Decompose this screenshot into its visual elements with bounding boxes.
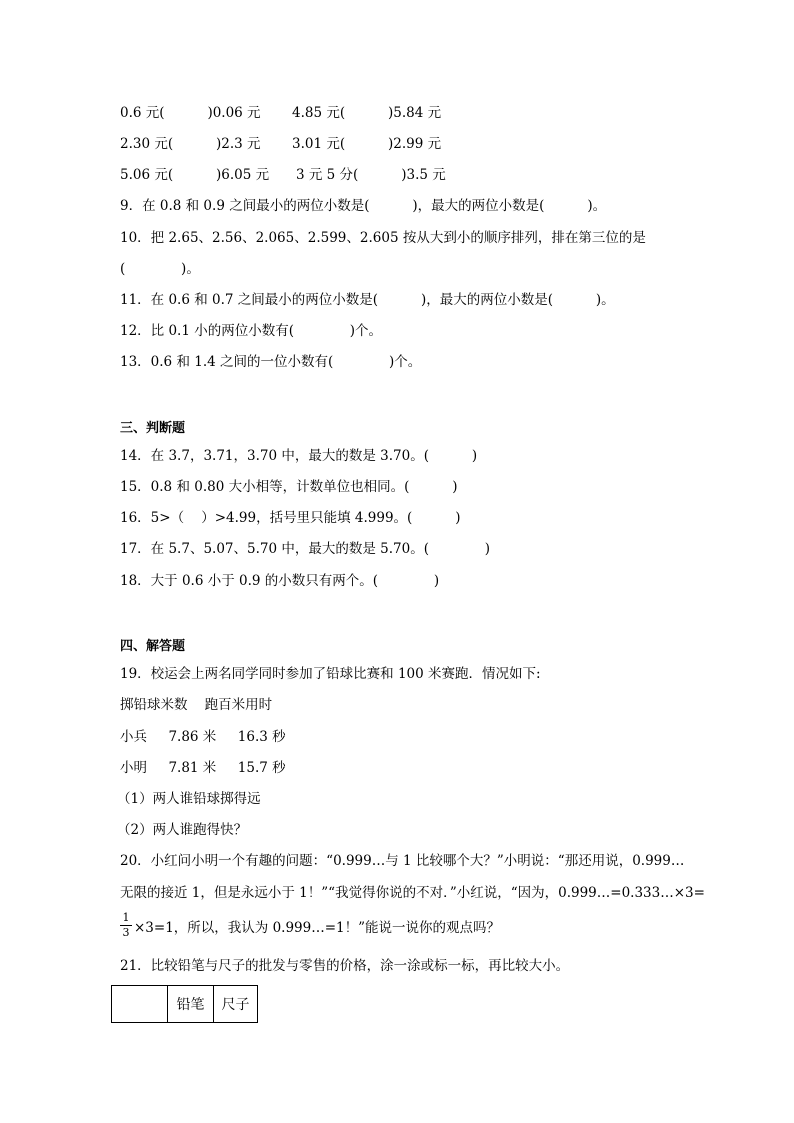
question-19-row-xiaoming: 小明 7.81 米 15.7 秒 (120, 760, 286, 776)
comparison-1-left: 2.30 元( )2.3 元 (120, 136, 261, 152)
section-4-title: 四、解答题 (120, 639, 186, 654)
table-header-ruler: 尺子 (214, 986, 258, 1023)
question-19-table-header: 掷铅球米数 跑百米用时 (120, 697, 273, 713)
question-20-line-3: ×3=1，所以，我认为 0.999…=1！”能说一说你的观点吗？ (134, 920, 501, 936)
question-16: 16．5>（ ）>4.99，括号里只能填 4.999。( ) (120, 510, 461, 526)
question-9: 9．在 0.8 和 0.9 之间最小的两位小数是( )，最大的两位小数是( )。 (120, 198, 607, 214)
table-cell-empty (112, 986, 168, 1023)
comparison-0-left: 0.6 元( )0.06 元 (120, 105, 261, 121)
table-row (112, 986, 258, 1023)
comparison-2-right: 3 元 5 分( )3.5 元 (296, 167, 446, 183)
fraction-one-third (120, 912, 132, 939)
price-comparison-table (111, 985, 258, 1023)
table-header-pencil: 铅笔 (168, 986, 214, 1023)
question-14: 14．在 3.7，3.71，3.70 中，最大的数是 3.70。( ) (120, 448, 478, 464)
question-17: 17．在 5.7、5.07、5.70 中，最大的数是 5.70。( ) (120, 541, 491, 557)
question-10-answer: ( )。 (120, 261, 200, 277)
question-19-row-xiaobing: 小兵 7.86 米 16.3 秒 (120, 729, 286, 745)
question-11: 11．在 0.6 和 0.7 之间最小的两位小数是( )，最大的两位小数是( )。 (120, 292, 615, 308)
fraction-denominator: 3 (122, 926, 130, 939)
question-19-sub-2: （2）两人谁跑得快？ (117, 822, 248, 838)
comparison-0-right: 4.85 元( )5.84 元 (292, 105, 442, 121)
question-19-sub-1: （1）两人谁铅球掷得远 (117, 791, 261, 807)
question-10: 10．把 2.65、2.56、2.065、2.599、2.605 按从大到小的顺序排列，排在第三位的是 (120, 230, 646, 246)
question-19: 19．校运会上两名同学同时参加了铅球比赛和 100 米赛跑．情况如下: (120, 666, 541, 682)
question-18: 18．大于 0.6 小于 0.9 的小数只有两个。( ) (120, 573, 440, 589)
question-20-line-2: 无限的接近 1，但是永远小于 1！”“我觉得你说的不对．”小红说，“因为，0.999…=0.333…×3= (120, 885, 705, 901)
question-21: 21．比较铅笔与尺子的批发与零售的价格，涂一涂或标一标，再比较大小。 (120, 958, 570, 974)
question-20-line-1: 20．小红问小明一个有趣的问题：“0.999…与 1 比较哪个大？”小明说：“那还用说，0.999… (120, 853, 685, 869)
question-12: 12．比 0.1 小的两位小数有( )个。 (120, 323, 383, 339)
question-15: 15．0.8 和 0.80 大小相等，计数单位也相同。( ) (120, 479, 458, 495)
question-13: 13．0.6 和 1.4 之间的一位小数有( )个。 (120, 354, 422, 370)
fraction-numerator: 1 (120, 912, 132, 926)
comparison-2-left: 5.06 元( )6.05 元 (120, 167, 270, 183)
comparison-1-right: 3.01 元( )2.99 元 (292, 136, 442, 152)
section-3-title: 三、判断题 (120, 421, 186, 436)
